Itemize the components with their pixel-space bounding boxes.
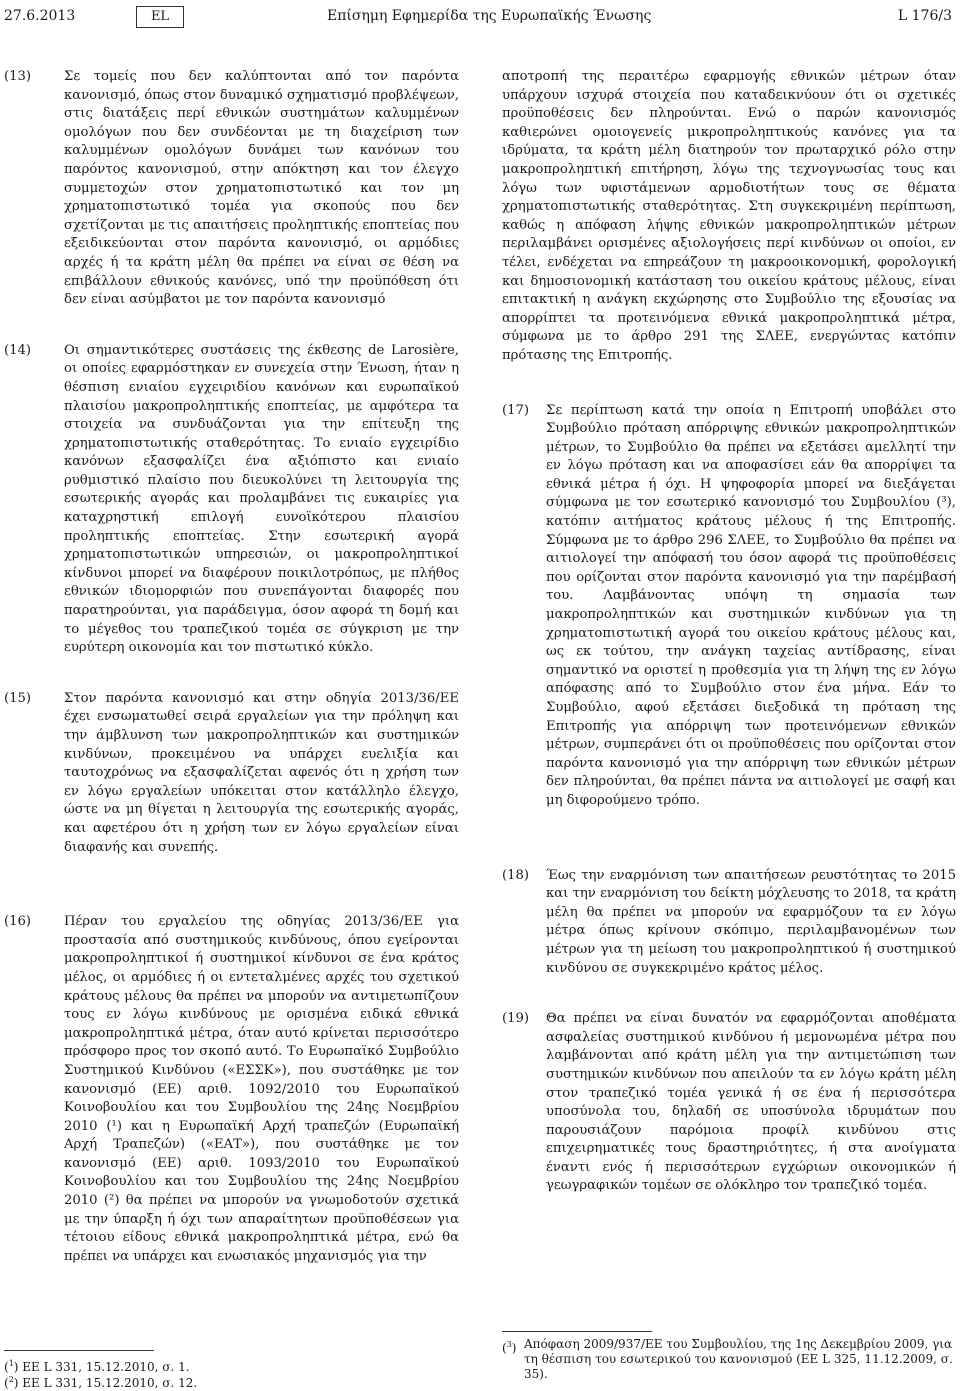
footnote-3: ($^3$) Απόφαση 2009/937/ΕΕ του Συμβουλίου, της 1ης Δεκεμβρίου 2009, για τη θέσπιση του εσωτερικού του κανονισμού (ΕΕ L 325, 11.12.2009, σ. 35). xyxy=(502,1337,953,1381)
recital-18 xyxy=(502,867,956,979)
recital-number: (18) xyxy=(502,867,530,883)
publication-date: 27.6.2013 xyxy=(4,8,76,24)
footnote-1: ($^1$) ΕΕ L 331, 15.12.2010, σ. 1. xyxy=(4,1359,190,1374)
page-reference: L 176/3 xyxy=(897,8,952,24)
recital-text: Θα πρέπει να είναι δυνατόν να εφαρμόζονται αποθέματα ασφαλείας συστημικού κινδύνου ή μεμονωμένα μέτρα που λαμβάνονται από κράτη μέλη για την αντιμετώπιση των συστημικών κινδύνων που απειλούν τα εν λόγω κράτη μέλη στον τραπεζικό τομέα γενικά ή σε ένα ή περισσότερα υποσύνολα του, δηλαδή σε υποσύνολα ιδρυμάτων που παρουσιάζουν παρόμοια προφίλ κινδύνου στις επιχειρηματικές τους δραστηριότητες, ή στα ανοίγματα έναντι ενός ή περισσότερων εγχώριων οικονομικών ή γεωγραφικών τομέων σε ολόκληρο τον τραπεζικό τομέα. xyxy=(546,1011,956,1194)
recital-number: (15) xyxy=(4,690,32,706)
footnote-mark: 3 xyxy=(506,1340,512,1349)
footnote-separator-left xyxy=(4,1350,154,1351)
recital-17 xyxy=(502,402,956,811)
language-code-box: EL xyxy=(136,6,184,28)
recital-number: (13) xyxy=(4,69,32,84)
recital-text: Στον παρόντα κανονισμό και στην οδηγία 2013/36/ΕΕ έχει ενσωματωθεί σειρά εργαλείων για την πρόληψη και την άμβλυνση των μακροπροληπτικών και συστημικών κινδύνων, προκειμένου να υπάρχει ευελιξία και ταυτοχρόνως να εξασφαλίζεται αφενός ότι η χρήση των εν λόγω εργαλείων υπόκειται στον κατάλληλο έλεγχο, ώστε να μη θίγεται η λειτουργία της εσωτερικής αγοράς, και αφετέρου ότι η χρήση των εν λόγω εργαλείων είναι διαφανής και συνεπής. xyxy=(64,690,459,855)
footnote-text: ΕΕ L 331, 15.12.2010, σ. 1. xyxy=(22,1360,190,1374)
recital-text: Έως την εναρμόνιση των απαιτήσεων ρευστότητας το 2015 και την εναρμόνιση του δείκτη μόχλευσης το 2018, τα κράτη μέλη θα πρέπει να μπορούν να εφαρμόζουν τα εν λόγω μέτρα όπως κρίνουν σκόπιμο, περιλαμβανομένων των μέτρων για τη μείωση του μακροπροληπτικού ή συστημικού κινδύνου σε συγκεκριμένο κράτος μέλος. xyxy=(546,867,956,976)
recital-number: (19) xyxy=(502,1011,530,1027)
recital-13 xyxy=(4,68,459,310)
recital-15 xyxy=(4,690,459,857)
recital-number: (16) xyxy=(4,914,32,930)
recital-text: Σε τομείς που δεν καλύπτονται από τον παρόντα κανονισμό, όπως στον δυναμικό σχηματισμό προβλέψεων, στις διατάξεις περί εθνικών συστημάτων καλυμμένων ομολόγων που δεν συνδέονται με τη διαχείριση των καλυμμένων ομολόγων δυνάμει των κανόνων του παρόντος κανονισμού, στην απόκτηση και τον έλεγχο συμμετοχών στον χρηματοπιστωτικό και τον μη χρηματοπιστωτικό τομέα για σκοπούς που δεν σχετίζονται με τις απαιτήσεις προληπτικής εποπτείας που εξειδικεύονται στον παρόντα κανονισμό, οι αρμόδιες αρχές ή τα κράτη μέλη θα πρέπει να είναι σε θέση να επιβάλλουν εθνικούς κανόνες, υπό την προϋπόθεση ότι δεν είναι ασύμβατοι με τον παρόντα κανονισμό xyxy=(64,69,459,308)
recital-16-continuation xyxy=(502,68,956,366)
footnote-text: Απόφαση 2009/937/ΕΕ του Συμβουλίου, της 1ης Δεκεμβρίου 2009, για τη θέσπιση του εσωτερικού του κανονισμού (ΕΕ L 325, 11.12.2009, σ. 35). xyxy=(524,1337,953,1381)
recital-text: Οι σημαντικότερες συστάσεις της έκθεσης de Larosière, οι οποίες εφαρμόστηκαν εν συνεχεία στην Ένωση, ήταν η θέσπιση ενιαίου εγχειριδίου κανόνων και ευρωπαϊκού πλαισίου μακροπροληπτικής εποπτείας, με αμφότερα τα στοιχεία να συνδυάζονται για την επίτευξη της χρηματοπιστωτικής σταθερότητας. Το ενιαίο εγχειρίδιο κανόνων εξασφαλίζει ένα αξιόπιστο και ενιαίο ρυθμιστικό πλαίσιο που διευκολύνει τη λειτουργία της εσωτερικής αγοράς και προλαμβάνει τις ευκαιρίες για καταχρηστική επιλογή ευνοϊκότερου πλαισίου προληπτικής εποπτείας. Στην εσωτερική αγορά χρηματοπιστωτικών υπηρεσιών, οι μακροπροληπτικοί κίνδυνοι μπορεί να διαφέρουν ποικιλοτρόπως, με πλήθος εθνικών ιδιομορφιών που συνεπάγονται διαφορές που παρατηρούνται, για παράδειγμα, όσον αφορά τη δομή και το μέγεθος του τραπεζικού τομέα σε σύγκριση με την ευρύτερη οικονομία και τον πιστωτικό κύκλο. xyxy=(64,342,459,656)
recital-19 xyxy=(502,1010,956,1196)
right-column xyxy=(502,68,956,1196)
recital-number: (17) xyxy=(502,402,530,418)
recital-14 xyxy=(4,342,459,658)
footnote-separator-right xyxy=(502,1331,652,1332)
left-column xyxy=(4,68,459,1266)
journal-title: Επίσημη Εφημερίδα της Ευρωπαϊκής Ένωσης xyxy=(327,8,652,24)
footnote-mark: 1 xyxy=(8,1359,14,1368)
recital-16 xyxy=(4,913,459,1266)
recital-number: (14) xyxy=(4,342,32,358)
recital-text: Σε περίπτωση κατά την οποία η Επιτροπή υποβάλει στο Συμβούλιο πρόταση απόρριψης εθνικών μακροπροληπτικών μέτρων, το Συμβούλιο θα πρέπει να εξετάσει αμελλητί την εν λόγω πρόταση και να αποφασίσει εάν θα απορρίψει τα εθνικά μέτρα ή όχι. Η ψηφοφορία μπορεί να διεξάγεται σύμφωνα με τον εσωτερικό κανονισμό του Συμβουλίου (³), κατόπιν αιτήματος κράτους μέλους ή της Επιτροπής. Σύμφωνα με το άρθρο 296 ΣΛΕΕ, το Συμβούλιο θα πρέπει να αιτιολογεί την απόφασή του όσον αφορά τις προϋποθέσεις που ορίζονται στον παρόντα κανονισμό για την παρέμβασή του. Λαμβάνοντας υπόψη τη σημασία των μακροπροληπτικών και συστημικών κινδύνων για τη χρηματοπιστωτική αγορά του οικείου κράτους μέλους και, ως εκ τούτου, την ανάγκη ταχείας αντίδρασης, είναι σημαντικό να οριστεί η προθεσμία για τη λήψη της εν λόγω απόφασης από το Συμβούλιο στον ένα μήνα. Εάν το Συμβούλιο, αφού εξετάσει διεξοδικά τη πρόταση της Επιτροπής για απόρριψη των προτεινόμενων εθνικών μέτρων, συμπεράνει ότι οι προϋποθέσεις που ορίζονται στον παρόντα κανονισμό για την απόρριψη των εθνικών μέτρων δεν πληρούνται, θα πρέπει πάντα να αιτιολογεί με σαφή και μη διφορούμενο τρόπο. xyxy=(546,402,956,808)
footnote-2: ($^2$) ΕΕ L 331, 15.12.2010, σ. 12. xyxy=(4,1375,198,1390)
recital-text: Πέραν του εργαλείου της οδηγίας 2013/36/ΕΕ για προστασία από συστημικούς κινδύνους, όπου εγείρονται μακροπροληπτικοί ή συστημικοί κίνδυνοι σε ένα κράτος μέλος, οι αρμόδιες ή οι εντεταλμένες αρχές του σχετικού κράτους μέλους θα πρέπει να μπορούν να αντιμετωπίζουν τους εν λόγω κινδύνους με ορισμένα ειδικά εθνικά μακροπροληπτικά μέτρα, όταν αυτό κρίνεται περισσότερο πρόσφορο προς τον σκοπό αυτό. Το Ευρωπαϊκό Συμβούλιο Συστημικού Κινδύνου («ΕΣΣΚ»), που συστάθηκε με τον κανονισμό (ΕΕ) αριθ. 1092/2010 του Ευρωπαϊκού Κοινοβουλίου και του Συμβουλίου της 24ης Νοεμβρίου 2010 (¹) και η Ευρωπαϊκή Αρχή τραπεζών (Ευρωπαϊκή Αρχή Τραπεζών) («ΕΑΤ»), που συστάθηκε με τον κανονισμό (ΕΕ) αριθ. 1093/2010 του Ευρωπαϊκού Κοινοβουλίου και του Συμβουλίου της 24ης Νοεμβρίου 2010 (²) θα πρέπει να μπορούν να γνωμοδοτούν σχετικά με την ύπαρξη ή όχι των απαραίτητων προϋποθέσεων για τέτοιου είδους εθνικά μακροπροληπτικά μέτρα, ενώ θα πρέπει να υπάρχει και ενωσιακός μηχανισμός για την xyxy=(64,914,459,1264)
footnote-mark: 2 xyxy=(8,1375,14,1384)
footnote-text: ΕΕ L 331, 15.12.2010, σ. 12. xyxy=(22,1376,198,1390)
recital-text: αποτροπή της περαιτέρω εφαρμογής εθνικών μέτρων όταν υπάρχουν ισχυρά στοιχεία που καταδεικνύουν ότι οι σχετικές προϋποθέσεις δεν πληρούνται. Ενώ ο παρών κανονισμός καθιερώνει ομοιογενείς μικροπροληπτικούς κανόνες για τα ιδρύματα, τα κράτη μέλη διατηρούν τον πρωταρχικό ρόλο στην μακροπροληπτική επιτήρηση, λόγω της τεχνογνωσίας τους και λόγω των υφιστάμενων αρμοδιοτήτων τους σε θέματα χρηματοπιστωτικής σταθερότητας. Στη συγκεκριμένη περίπτωση, καθώς η απόφαση λήψης εθνικών μακροπροληπτικών μέτρων περιλαμβάνει ορισμένες αξιολογήσεις περί κινδύνων οι οποίοι, εν τέλει, ενδέχεται να επηρεάζουν τη μακροοικονομική, φορολογική και δημοσιονομική κατάσταση του οικείου κράτους μέλους, είναι επιτακτική η ανάγκη εκχώρησης στο Συμβούλιο της εξουσίας να απορρίπτει τα προτεινόμενα εθνικά μακροπροληπτικά μέτρα, σύμφωνα με το άρθρο 291 της ΣΛΕΕ, ενεργώντας κατόπιν πρότασης της Επιτροπής. xyxy=(502,69,956,363)
page-header xyxy=(0,6,960,30)
